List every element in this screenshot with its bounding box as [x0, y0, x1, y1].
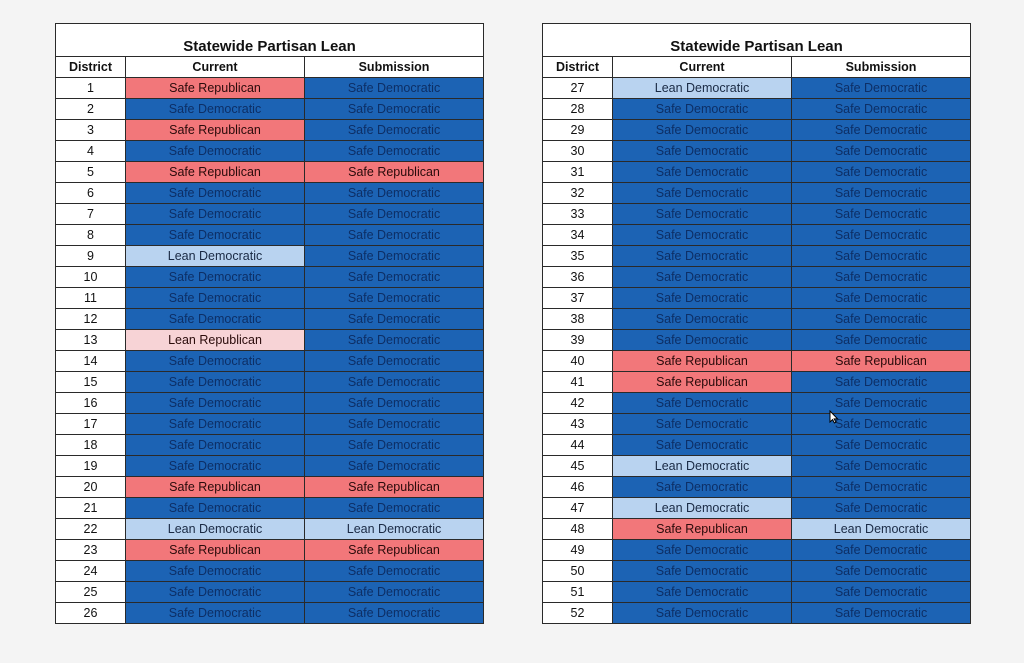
- current-lean-cell: Safe Democratic: [126, 351, 305, 372]
- district-cell: 19: [56, 456, 126, 477]
- district-cell: 50: [543, 561, 613, 582]
- submission-lean-cell: Safe Democratic: [305, 498, 484, 519]
- table-row: [56, 183, 484, 204]
- submission-lean-cell: Safe Democratic: [305, 309, 484, 330]
- table-row: [543, 309, 971, 330]
- district-cell: 37: [543, 288, 613, 309]
- submission-lean-cell: Safe Democratic: [305, 372, 484, 393]
- submission-lean-cell: Safe Democratic: [305, 603, 484, 624]
- district-cell: 44: [543, 435, 613, 456]
- district-column-header: District: [543, 57, 613, 78]
- current-lean-cell: Safe Republican: [613, 372, 792, 393]
- current-lean-cell: Safe Democratic: [126, 267, 305, 288]
- current-lean-cell: Safe Democratic: [126, 309, 305, 330]
- district-cell: 17: [56, 414, 126, 435]
- table-row: [56, 414, 484, 435]
- table-row: [543, 183, 971, 204]
- current-column-header: Current: [613, 57, 792, 78]
- submission-lean-cell: Safe Democratic: [792, 267, 971, 288]
- current-lean-cell: Safe Democratic: [613, 267, 792, 288]
- table-row: [543, 582, 971, 603]
- submission-lean-cell: Safe Democratic: [792, 288, 971, 309]
- table-row: [56, 204, 484, 225]
- district-cell: 34: [543, 225, 613, 246]
- table-row: [543, 246, 971, 267]
- district-cell: 41: [543, 372, 613, 393]
- table-row: [543, 204, 971, 225]
- district-cell: 22: [56, 519, 126, 540]
- current-lean-cell: Safe Democratic: [613, 540, 792, 561]
- district-cell: 12: [56, 309, 126, 330]
- submission-lean-cell: Safe Democratic: [792, 456, 971, 477]
- district-cell: 29: [543, 120, 613, 141]
- table-row: [543, 393, 971, 414]
- district-cell: 46: [543, 477, 613, 498]
- district-cell: 16: [56, 393, 126, 414]
- district-cell: 25: [56, 582, 126, 603]
- mouse-cursor-icon: [829, 410, 839, 424]
- submission-lean-cell: Safe Republican: [305, 540, 484, 561]
- table-row: [543, 99, 971, 120]
- table-row: [543, 519, 971, 540]
- table-row: [543, 267, 971, 288]
- submission-lean-cell: Safe Democratic: [792, 309, 971, 330]
- current-lean-cell: Safe Democratic: [126, 393, 305, 414]
- table-row: [56, 435, 484, 456]
- current-lean-cell: Safe Democratic: [126, 582, 305, 603]
- submission-lean-cell: Safe Democratic: [792, 372, 971, 393]
- submission-lean-cell: Safe Republican: [792, 351, 971, 372]
- district-cell: 30: [543, 141, 613, 162]
- current-lean-cell: Lean Democratic: [613, 498, 792, 519]
- table-row: [56, 225, 484, 246]
- submission-lean-cell: Safe Republican: [305, 477, 484, 498]
- submission-lean-cell: Safe Democratic: [305, 288, 484, 309]
- table-title: Statewide Partisan Lean: [56, 24, 484, 57]
- submission-lean-cell: Safe Democratic: [305, 141, 484, 162]
- table-row: [543, 372, 971, 393]
- table-row: [56, 498, 484, 519]
- current-lean-cell: Safe Democratic: [126, 414, 305, 435]
- district-cell: 23: [56, 540, 126, 561]
- submission-lean-cell: Safe Democratic: [792, 330, 971, 351]
- district-cell: 20: [56, 477, 126, 498]
- district-cell: 38: [543, 309, 613, 330]
- district-cell: 2: [56, 99, 126, 120]
- district-cell: 6: [56, 183, 126, 204]
- current-lean-cell: Lean Democratic: [126, 246, 305, 267]
- submission-lean-cell: Safe Democratic: [305, 456, 484, 477]
- table-row: [543, 414, 971, 435]
- submission-lean-cell: Safe Democratic: [792, 183, 971, 204]
- district-cell: 33: [543, 204, 613, 225]
- submission-lean-cell: Safe Democratic: [792, 141, 971, 162]
- district-cell: 10: [56, 267, 126, 288]
- district-cell: 32: [543, 183, 613, 204]
- current-lean-cell: Safe Democratic: [613, 141, 792, 162]
- submission-lean-cell: Safe Democratic: [792, 162, 971, 183]
- district-cell: 47: [543, 498, 613, 519]
- current-lean-cell: Safe Democratic: [126, 204, 305, 225]
- submission-lean-cell: Safe Democratic: [305, 120, 484, 141]
- table-row: [56, 351, 484, 372]
- submission-lean-cell: Safe Democratic: [792, 393, 971, 414]
- table-row: [543, 120, 971, 141]
- district-cell: 26: [56, 603, 126, 624]
- submission-lean-cell: Safe Democratic: [305, 330, 484, 351]
- current-lean-cell: Safe Democratic: [613, 288, 792, 309]
- current-lean-cell: Lean Republican: [126, 330, 305, 351]
- current-lean-cell: Safe Democratic: [126, 288, 305, 309]
- district-cell: 48: [543, 519, 613, 540]
- table-row: [56, 561, 484, 582]
- current-lean-cell: Safe Republican: [126, 477, 305, 498]
- submission-lean-cell: Safe Democratic: [792, 477, 971, 498]
- district-cell: 11: [56, 288, 126, 309]
- submission-lean-cell: Safe Democratic: [305, 183, 484, 204]
- district-cell: 43: [543, 414, 613, 435]
- current-lean-cell: Safe Democratic: [613, 477, 792, 498]
- table-row: [56, 456, 484, 477]
- submission-lean-cell: Safe Democratic: [305, 582, 484, 603]
- submission-lean-cell: Lean Democratic: [305, 519, 484, 540]
- submission-lean-cell: Safe Democratic: [792, 78, 971, 99]
- table-row: [543, 456, 971, 477]
- submission-lean-cell: Safe Democratic: [792, 582, 971, 603]
- district-cell: 5: [56, 162, 126, 183]
- current-lean-cell: Safe Democratic: [613, 393, 792, 414]
- table-row: [543, 288, 971, 309]
- table-row: [543, 498, 971, 519]
- current-lean-cell: Safe Republican: [613, 351, 792, 372]
- submission-lean-cell: Safe Democratic: [305, 561, 484, 582]
- submission-lean-cell: Safe Republican: [305, 162, 484, 183]
- district-cell: 13: [56, 330, 126, 351]
- district-cell: 35: [543, 246, 613, 267]
- district-cell: 21: [56, 498, 126, 519]
- table-row: [56, 477, 484, 498]
- submission-lean-cell: Safe Democratic: [792, 120, 971, 141]
- district-cell: 24: [56, 561, 126, 582]
- district-cell: 42: [543, 393, 613, 414]
- district-cell: 9: [56, 246, 126, 267]
- table-row: [56, 519, 484, 540]
- district-cell: 36: [543, 267, 613, 288]
- current-lean-cell: Safe Democratic: [613, 435, 792, 456]
- table-row: [56, 540, 484, 561]
- submission-lean-cell: Safe Democratic: [305, 267, 484, 288]
- submission-lean-cell: Safe Democratic: [792, 225, 971, 246]
- table-row: [56, 99, 484, 120]
- partisan-lean-table-right: [542, 23, 971, 624]
- current-lean-cell: Safe Democratic: [613, 246, 792, 267]
- district-cell: 45: [543, 456, 613, 477]
- table-row: [56, 393, 484, 414]
- current-lean-cell: Safe Democratic: [126, 456, 305, 477]
- district-cell: 27: [543, 78, 613, 99]
- submission-lean-cell: Safe Democratic: [305, 351, 484, 372]
- partisan-lean-table-left: [55, 23, 484, 624]
- current-lean-cell: Safe Republican: [126, 162, 305, 183]
- district-cell: 15: [56, 372, 126, 393]
- district-cell: 3: [56, 120, 126, 141]
- table-row: [56, 582, 484, 603]
- current-lean-cell: Lean Democratic: [126, 519, 305, 540]
- table-row: [543, 540, 971, 561]
- table-row: [543, 351, 971, 372]
- district-cell: 14: [56, 351, 126, 372]
- table-row: [56, 267, 484, 288]
- submission-lean-cell: Safe Democratic: [792, 204, 971, 225]
- submission-column-header: Submission: [305, 57, 484, 78]
- district-cell: 31: [543, 162, 613, 183]
- district-cell: 51: [543, 582, 613, 603]
- table-row: [56, 603, 484, 624]
- submission-lean-cell: Safe Democratic: [305, 99, 484, 120]
- current-lean-cell: Safe Democratic: [126, 372, 305, 393]
- current-lean-cell: Safe Republican: [126, 540, 305, 561]
- submission-lean-cell: Safe Democratic: [792, 246, 971, 267]
- current-lean-cell: Safe Democratic: [613, 204, 792, 225]
- submission-lean-cell: Safe Democratic: [305, 78, 484, 99]
- table-row: [56, 162, 484, 183]
- submission-lean-cell: Lean Democratic: [792, 519, 971, 540]
- current-lean-cell: Safe Democratic: [126, 225, 305, 246]
- submission-lean-cell: Safe Democratic: [305, 414, 484, 435]
- current-lean-cell: Safe Democratic: [613, 603, 792, 624]
- table-row: [543, 330, 971, 351]
- submission-lean-cell: Safe Democratic: [305, 393, 484, 414]
- submission-lean-cell: Safe Democratic: [792, 540, 971, 561]
- current-lean-cell: Safe Republican: [126, 120, 305, 141]
- table-row: [56, 78, 484, 99]
- table-row: [543, 141, 971, 162]
- district-cell: 39: [543, 330, 613, 351]
- current-lean-cell: Safe Democratic: [126, 498, 305, 519]
- submission-lean-cell: Safe Democratic: [305, 204, 484, 225]
- current-lean-cell: Safe Democratic: [613, 183, 792, 204]
- current-lean-cell: Lean Democratic: [613, 78, 792, 99]
- district-cell: 1: [56, 78, 126, 99]
- current-lean-cell: Safe Republican: [613, 519, 792, 540]
- table-row: [56, 309, 484, 330]
- district-cell: 40: [543, 351, 613, 372]
- table-row: [56, 330, 484, 351]
- current-lean-cell: Safe Democratic: [613, 582, 792, 603]
- submission-lean-cell: Safe Democratic: [305, 225, 484, 246]
- district-cell: 28: [543, 99, 613, 120]
- current-lean-cell: Safe Democratic: [126, 603, 305, 624]
- table-row: [543, 225, 971, 246]
- table-row: [543, 162, 971, 183]
- table-row: [543, 78, 971, 99]
- district-cell: 52: [543, 603, 613, 624]
- table-row: [56, 120, 484, 141]
- table-row: [543, 561, 971, 582]
- submission-lean-cell: Safe Democratic: [792, 435, 971, 456]
- submission-lean-cell: Safe Democratic: [305, 435, 484, 456]
- table-row: [56, 246, 484, 267]
- current-lean-cell: Lean Democratic: [613, 456, 792, 477]
- district-cell: 4: [56, 141, 126, 162]
- submission-lean-cell: Safe Democratic: [792, 99, 971, 120]
- table-title: Statewide Partisan Lean: [543, 24, 971, 57]
- current-lean-cell: Safe Democratic: [613, 414, 792, 435]
- current-lean-cell: Safe Democratic: [613, 120, 792, 141]
- current-lean-cell: Safe Democratic: [613, 99, 792, 120]
- current-column-header: Current: [126, 57, 305, 78]
- current-lean-cell: Safe Democratic: [126, 561, 305, 582]
- table-row: [56, 141, 484, 162]
- district-cell: 8: [56, 225, 126, 246]
- table-row: [56, 288, 484, 309]
- current-lean-cell: Safe Democratic: [613, 309, 792, 330]
- district-column-header: District: [56, 57, 126, 78]
- table-row: [56, 372, 484, 393]
- current-lean-cell: Safe Democratic: [613, 330, 792, 351]
- submission-lean-cell: Safe Democratic: [305, 246, 484, 267]
- submission-lean-cell: Safe Democratic: [792, 603, 971, 624]
- current-lean-cell: Safe Democratic: [126, 141, 305, 162]
- current-lean-cell: Safe Democratic: [126, 435, 305, 456]
- submission-lean-cell: Safe Democratic: [792, 498, 971, 519]
- district-cell: 7: [56, 204, 126, 225]
- table-row: [543, 477, 971, 498]
- table-row: [543, 435, 971, 456]
- current-lean-cell: Safe Democratic: [613, 162, 792, 183]
- submission-lean-cell: Safe Democratic: [792, 414, 971, 435]
- submission-column-header: Submission: [792, 57, 971, 78]
- current-lean-cell: Safe Republican: [126, 78, 305, 99]
- district-cell: 18: [56, 435, 126, 456]
- current-lean-cell: Safe Democratic: [126, 99, 305, 120]
- current-lean-cell: Safe Democratic: [613, 561, 792, 582]
- current-lean-cell: Safe Democratic: [126, 183, 305, 204]
- table-row: [543, 603, 971, 624]
- district-cell: 49: [543, 540, 613, 561]
- current-lean-cell: Safe Democratic: [613, 225, 792, 246]
- submission-lean-cell: Safe Democratic: [792, 561, 971, 582]
